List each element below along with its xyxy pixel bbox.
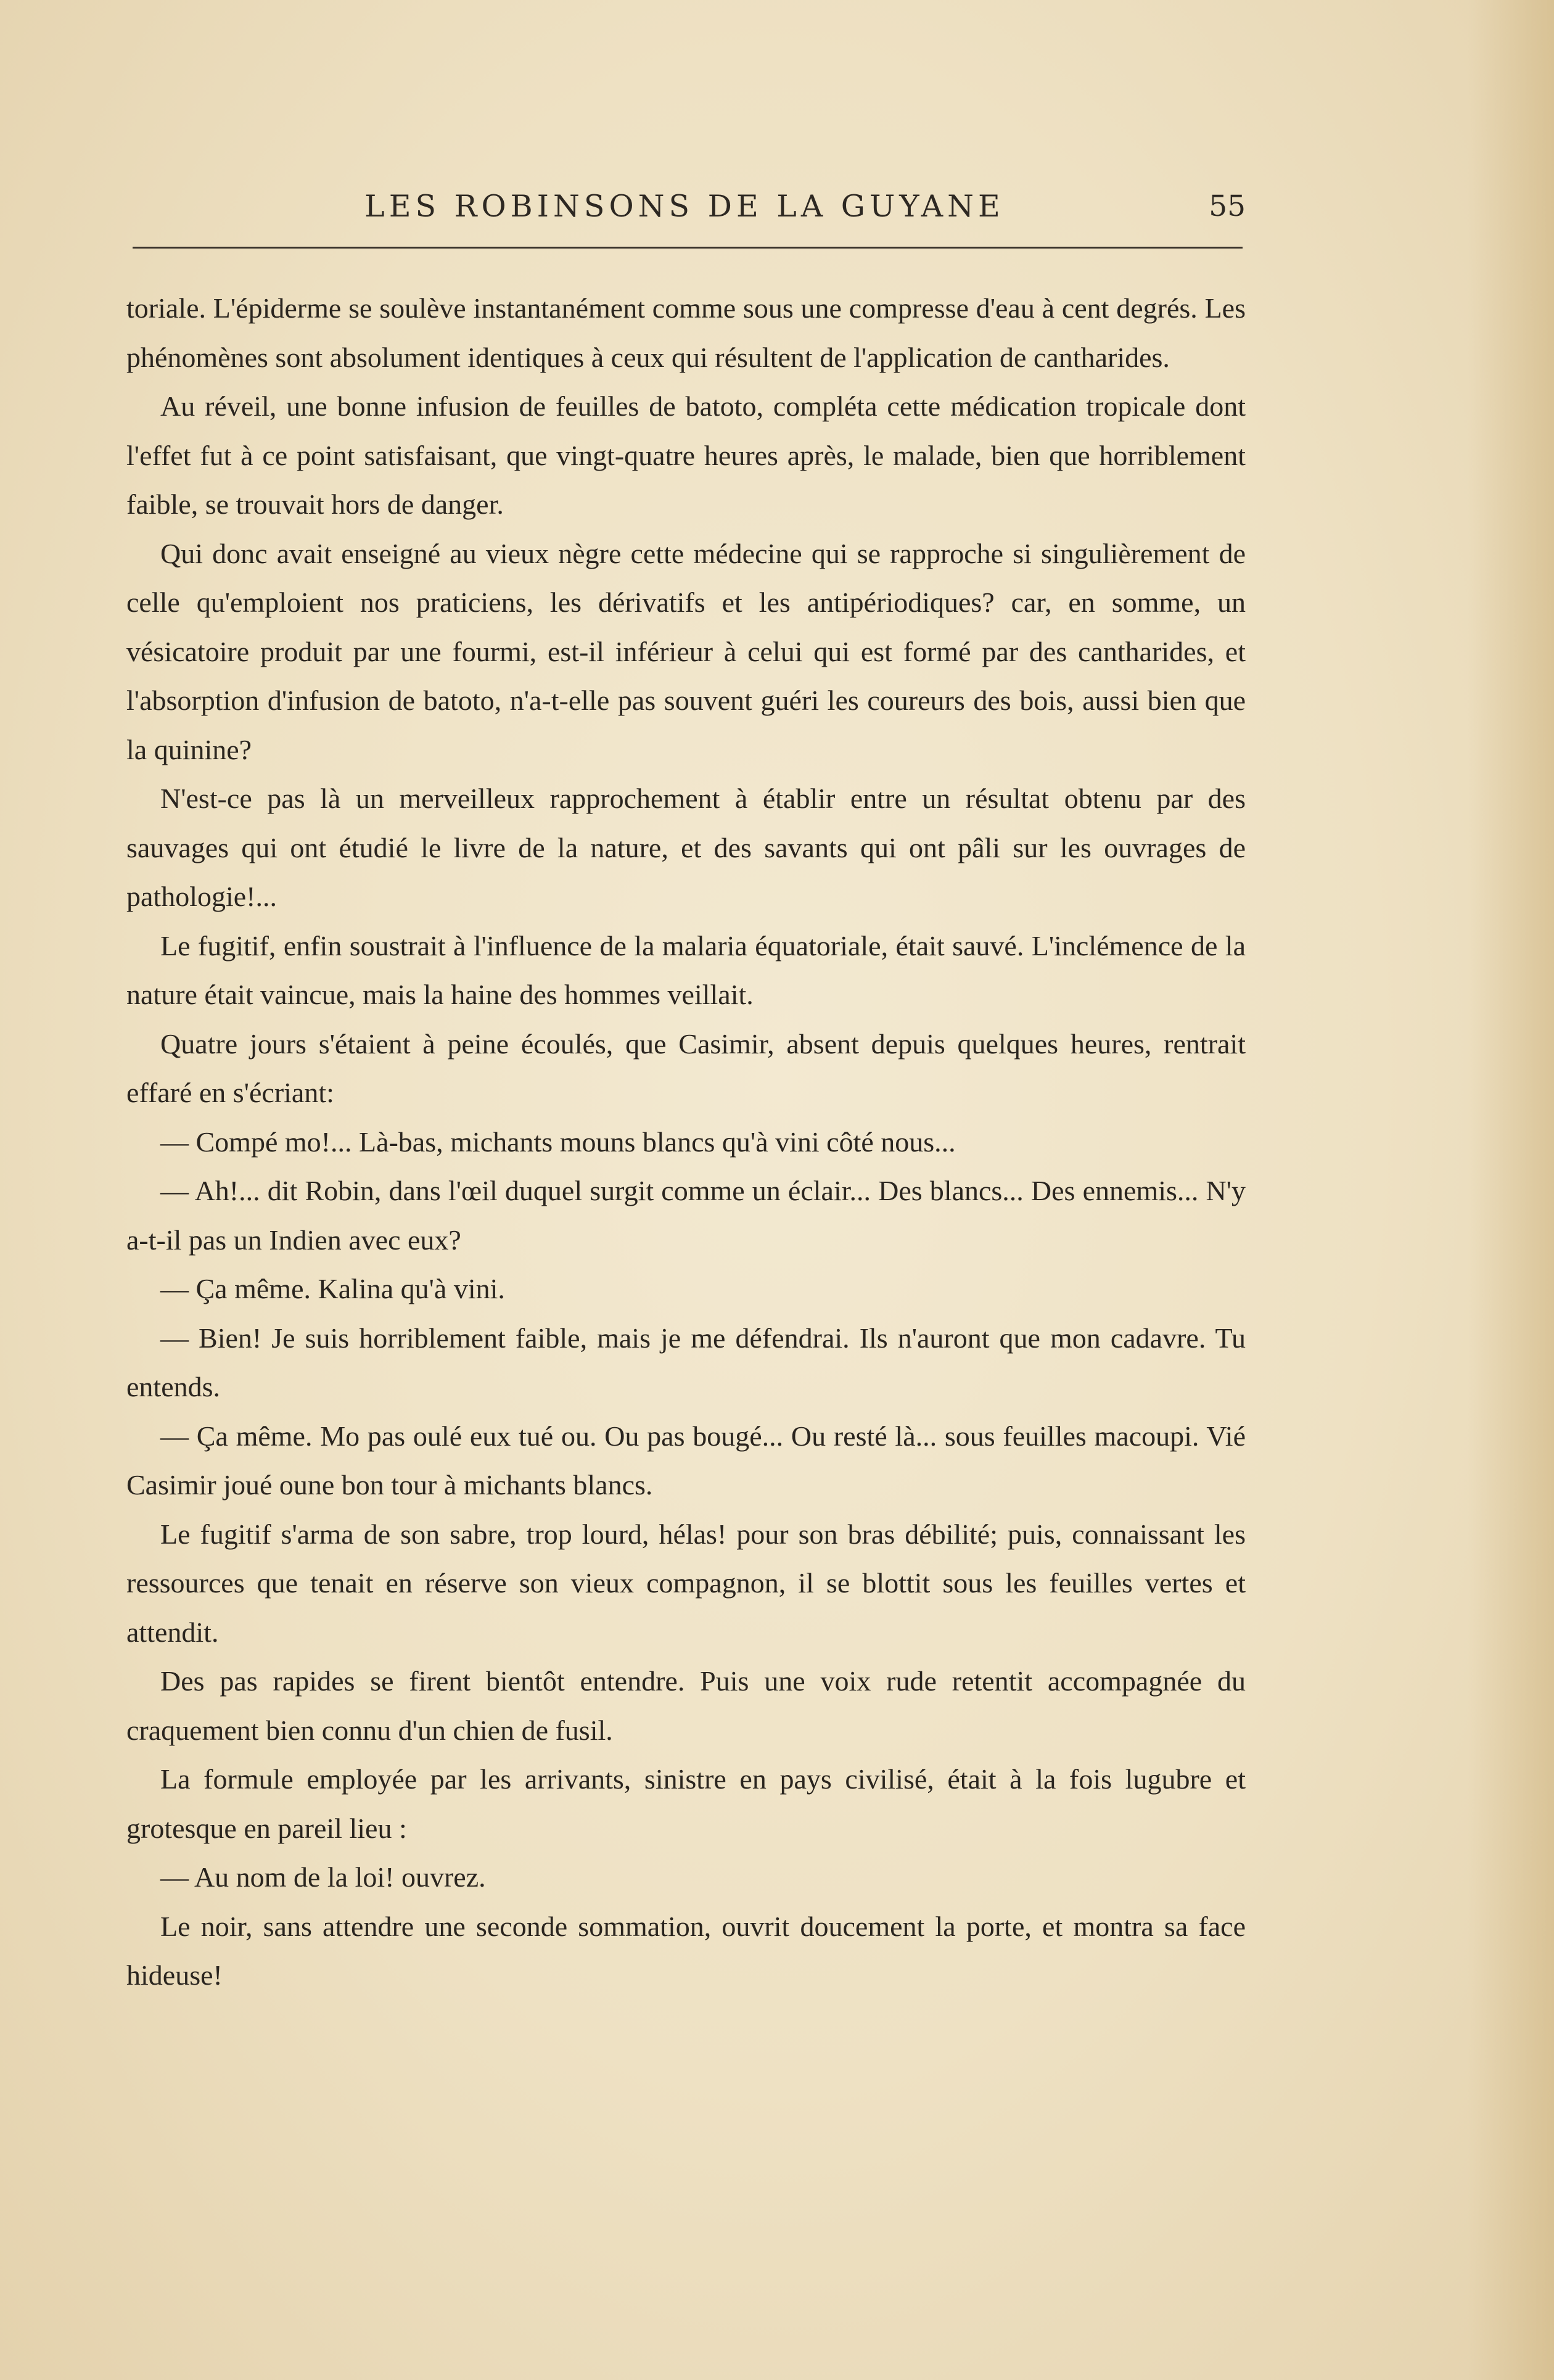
paragraph: La formule employée par les arrivants, sinistre en pays civilisé, était à la fois lugubre et grotesque en pareil lieu :	[126, 1763, 1246, 1844]
dialogue-line: — Ça même. Kalina qu'à vini.	[160, 1273, 505, 1304]
dialogue-line: — Compé mo!... Là-bas, michants mouns blancs qu'à vini côté nous...	[160, 1126, 956, 1158]
header-rule	[133, 247, 1243, 249]
dialogue-line: — Au nom de la loi! ouvrez.	[160, 1861, 486, 1893]
paragraph: Le fugitif s'arma de son sabre, trop lourd, hélas! pour son bras débilité; puis, connaissant les ressources que tenait en réserve son vieux compagnon, il se blottit sous les feuilles vertes et attendit.	[126, 1518, 1246, 1648]
paragraph: toriale. L'épiderme se soulève instantanément comme sous une compresse d'eau à cent degrés. Les phénomènes sont absolument identiques à ceux qui résultent de l'application de cantharides.	[126, 292, 1246, 373]
page-header	[123, 185, 1246, 234]
paragraph: Des pas rapides se firent bientôt entendre. Puis une voix rude retentit accompagnée du craquement bien connu d'un chien de fusil.	[126, 1665, 1246, 1746]
paragraph: Qui donc avait enseigné au vieux nègre cette médecine qui se rapproche si singulièrement de celle qu'emploient nos praticiens, les dérivatifs et les antipériodiques? car, en somme, un vésicatoire produit par une fourmi, est-il inférieur à celui qui est formé par des cantharides, et l'absorption d'infusion de batoto, n'a-t-elle pas souvent guéri les coureurs des bois, aussi bien que la quinine?	[126, 537, 1246, 765]
body-text	[126, 284, 1246, 2000]
paragraph: Le noir, sans attendre une seconde sommation, ouvrit doucement la porte, et montra sa face hideuse!	[126, 1910, 1246, 1991]
paragraph: Le fugitif, enfin soustrait à l'influence de la malaria équatoriale, était sauvé. L'inclémence de la nature était vaincue, mais la haine des hommes veillait.	[126, 929, 1246, 1010]
dialogue-line: — Bien! Je suis horriblement faible, mais je me défendrai. Ils n'auront que mon cadavre. Tu entends.	[126, 1322, 1246, 1402]
running-title: LES ROBINSONS DE LA GUYANE	[364, 189, 1005, 224]
paragraph: Au réveil, une bonne infusion de feuilles de batoto, compléta cette médication tropicale dont l'effet fut à ce point satisfaisant, que vingt-quatre heures après, le malade, bien que horriblement faible, se trouvait hors de danger.	[126, 390, 1246, 520]
dialogue-line: — Ça même. Mo pas oulé eux tué ou. Ou pas bougé... Ou resté là... sous feuilles macoupi. Vié Casimir joué oune bon tour à michants blancs.	[126, 1420, 1246, 1501]
dialogue-line: — Ah!... dit Robin, dans l'œil duquel surgit comme un éclair... Des blancs... Des ennemis... N'y a-t-il pas un Indien avec eux?	[126, 1175, 1246, 1256]
paragraph: Quatre jours s'étaient à peine écoulés, que Casimir, absent depuis quelques heures, rentrait effaré en s'écriant:	[126, 1027, 1246, 1108]
paragraph: N'est-ce pas là un merveilleux rapprochement à établir entre un résultat obtenu par des sauvages qui ont étudié le livre de la nature, et des savants qui ont pâli sur les ouvrages de pathologie!...	[126, 783, 1246, 912]
page-number: 55	[1209, 189, 1246, 223]
